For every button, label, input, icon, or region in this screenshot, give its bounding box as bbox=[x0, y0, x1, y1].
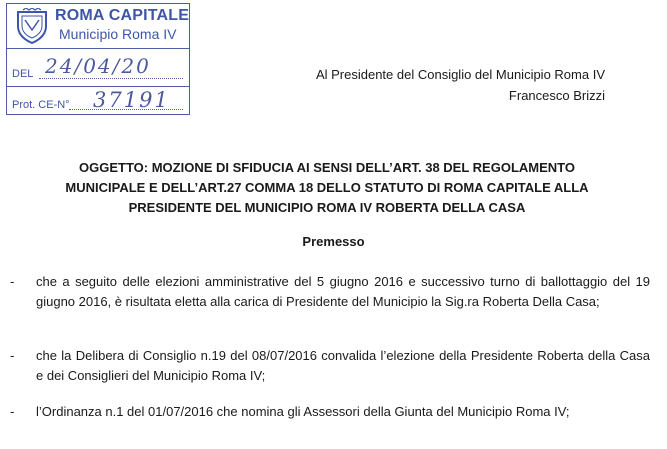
roma-capitale-crest-icon bbox=[15, 8, 49, 44]
stamp-protocol-handwritten: 37191 bbox=[93, 88, 170, 112]
item-dash: - bbox=[10, 348, 15, 363]
stamp-date-label: DEL bbox=[12, 68, 34, 80]
stamp-subtitle: Municipio Roma IV bbox=[59, 26, 177, 42]
item-dash: - bbox=[10, 404, 15, 419]
item-text: l’Ordinanza n.1 del 01/07/2016 che nomina gli Assessori della Giunta del Municipio Roma IV; bbox=[36, 404, 570, 419]
stamp-date-dotted-line bbox=[39, 78, 183, 79]
item-dash: - bbox=[10, 274, 15, 289]
stamp-title: ROMA CAPITALE bbox=[55, 7, 190, 24]
stamp-protocol-label: Prot. CE-N° bbox=[12, 99, 70, 111]
recipient-line-1: Al Presidente del Consiglio del Municipio Roma IV bbox=[315, 67, 605, 82]
premesso-item bbox=[10, 272, 650, 312]
recipient-block bbox=[316, 64, 605, 106]
stamp-protocol-row bbox=[7, 86, 189, 115]
subject-line-3: PRESIDENTE DEL MUNICIPIO ROMA IV ROBERTA DELLA CASA bbox=[128, 200, 526, 215]
stamp-date-handwritten: 24/04/20 bbox=[45, 54, 151, 78]
item-text: che a seguito delle elezioni amministrative del 5 giugno 2016 e successivo turno di ballottaggio del 19 giugno 2016, è risultata eletta alla carica di Presidente del Municipio la Sig.ra Roberta Della Casa; bbox=[36, 274, 650, 309]
premesso-item bbox=[10, 346, 650, 386]
protocol-stamp bbox=[6, 3, 190, 115]
stamp-header bbox=[7, 4, 189, 49]
subject-line-2: MUNICIPALE E DELL’ART.27 COMMA 18 DELLO STATUTO DI ROMA CAPITALE ALLA bbox=[65, 180, 589, 195]
premesso-item bbox=[10, 402, 650, 422]
recipient-line-2: Francesco Brizzi bbox=[508, 88, 605, 103]
subject-heading bbox=[18, 158, 636, 218]
section-title-premesso: Premesso bbox=[302, 234, 365, 249]
subject-line-1: OGGETTO: MOZIONE DI SFIDUCIA AI SENSI DELL’ART. 38 DEL REGOLAMENTO bbox=[79, 160, 575, 175]
item-text: che la Delibera di Consiglio n.19 del 08/07/2016 convalida l’elezione della Presidente Roberta della Casa e dei Consiglieri del Municipio Roma IV; bbox=[36, 348, 650, 383]
stamp-date-row bbox=[7, 50, 189, 84]
